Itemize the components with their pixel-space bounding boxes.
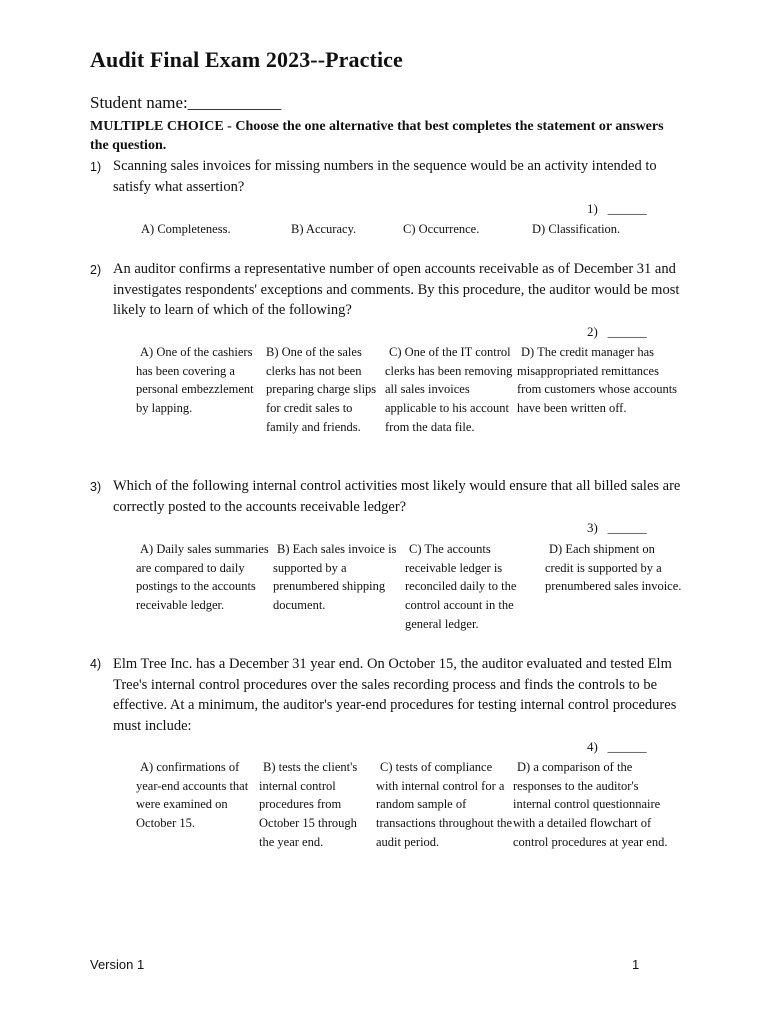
question-1-option-c: C) Occurrence. (403, 222, 480, 236)
footer-version: Version 1 (90, 957, 145, 972)
student-name-label: Student name:___________ (90, 93, 282, 112)
question-1-option-b: B) Accuracy. (291, 222, 357, 236)
question-3-option-c: C) The accounts receivable ledger is reconciled daily to the control account in the general ledger. (405, 542, 517, 631)
question-2-option-c: C) One of the IT control clerks has been removing all sales invoices applicable to his account from the data file. (385, 345, 513, 434)
question-3-answer-line: 3) ______ (587, 520, 647, 535)
question-2-number: 2) (90, 263, 102, 277)
question-3-text: Which of the following internal control activities most likely would ensure that all billed sales are correctly posted to the accounts receivable ledger? (113, 478, 681, 515)
question-1-text: Scanning sales invoices for missing numbers in the sequence would be an activity intended to satisfy what assertion? (113, 158, 657, 195)
question-4-option-d: D) a comparison of the responses to the auditor's internal control questionnaire with a detailed flowchart of control procedures at year end. (513, 760, 668, 849)
footer-page-number: 1 (632, 957, 640, 972)
question-4-option-c: C) tests of compliance with internal control for a random sample of transactions throughout the audit period. (376, 760, 513, 849)
question-4-option-b: B) tests the client's internal control procedures from October 15 through the year end. (259, 760, 358, 849)
question-2-text: An auditor confirms a representative number of open accounts receivable as of December 31 and investigates respondents' exceptions and comments. By this procedure, the auditor would be most likely to learn of which of the following? (113, 261, 680, 318)
question-1-number: 1) (90, 160, 102, 174)
question-4-number: 4) (90, 657, 102, 671)
question-2-option-b: B) One of the sales clerks has not been preparing charge slips for credit sales to family and friends. (266, 345, 377, 434)
question-2-option-d: D) The credit manager has misappropriated remittances from customers whose accounts have been written off. (517, 345, 678, 416)
question-1-option-a: A) Completeness. (141, 222, 231, 236)
question-2-answer-line: 2) ______ (587, 324, 647, 339)
question-4-option-a: A) confirmations of year-end accounts that were examined on October 15. (136, 760, 249, 831)
question-4-text: Elm Tree Inc. has a December 31 year end. On October 15, the auditor evaluated and tested Elm Tree's internal control procedures over the sales recording process and finds the controls to be effective. At a minimum, the auditor's year-end procedures for testing internal control procedures must include: (113, 656, 677, 734)
question-3-option-a: A) Daily sales summaries are compared to daily postings to the accounts receivable ledger. (136, 542, 269, 613)
question-3-number: 3) (90, 480, 102, 494)
question-2-option-a: A) One of the cashiers has been covering a personal embezzlement by lapping. (136, 345, 254, 416)
question-1-option-d: D) Classification. (532, 222, 621, 236)
exam-title: Audit Final Exam 2023--Practice (90, 47, 403, 72)
question-1-answer-line: 1) ______ (587, 201, 647, 216)
question-3-option-d: D) Each shipment on credit is supported by a prenumbered sales invoice. (545, 542, 682, 594)
instructions: MULTIPLE CHOICE - Choose the one alternative that best completes the statement or answers the question. (90, 119, 664, 153)
question-3-option-b: B) Each sales invoice is supported by a prenumbered shipping document. (273, 542, 397, 613)
question-4-answer-line: 4) ______ (587, 739, 647, 754)
